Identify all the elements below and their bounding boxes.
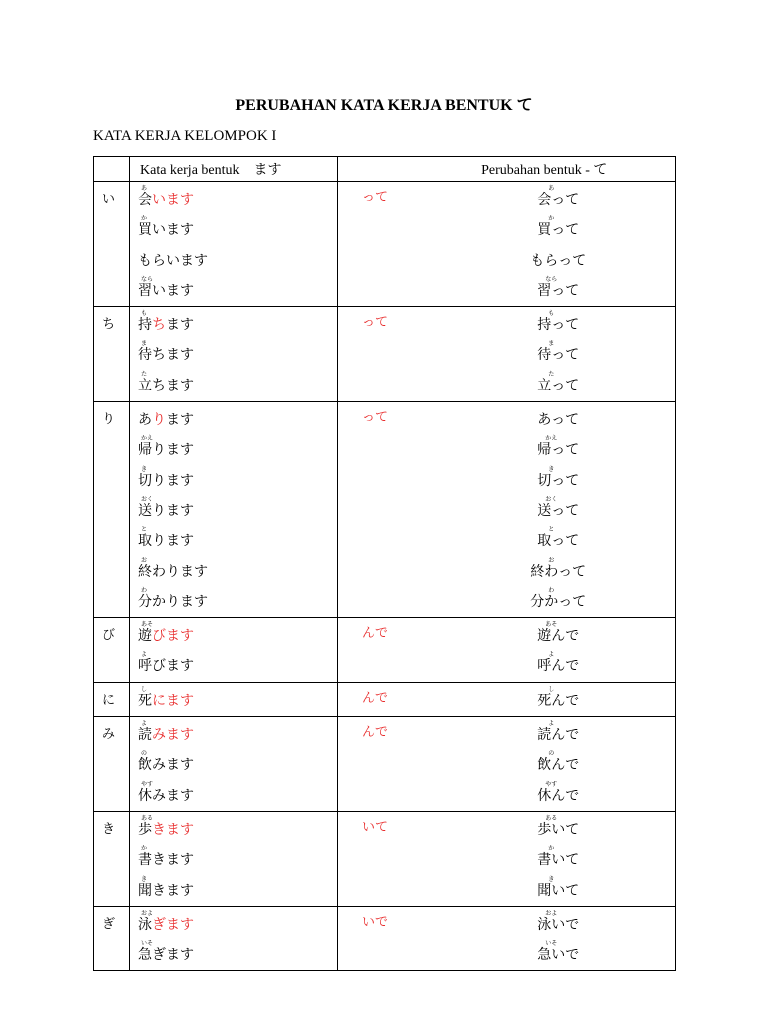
verb-ending: ます — [166, 317, 194, 334]
highlighted-ending: ち — [152, 317, 166, 334]
masu-form — [130, 215, 337, 245]
masu-form — [130, 276, 337, 306]
furigana: わ — [141, 586, 148, 594]
furigana: あ — [141, 185, 148, 192]
te-form-text: 習って — [537, 282, 580, 299]
furigana: き — [141, 465, 148, 473]
furigana: も — [141, 310, 148, 318]
te-form — [414, 910, 676, 940]
ending-kana: び — [94, 618, 130, 683]
furigana — [138, 405, 337, 412]
furigana: いそ — [545, 940, 558, 948]
furigana: し — [141, 685, 148, 693]
te-suffix: って — [338, 182, 414, 307]
masu-forms-cell — [130, 307, 338, 402]
te-form — [414, 621, 676, 651]
verb-ending: きます — [152, 852, 194, 869]
masu-form — [130, 340, 337, 370]
furigana: あそ — [141, 621, 154, 629]
furigana: よ — [141, 651, 148, 659]
header-masu-form: Kata kerja bentuk ます — [130, 157, 338, 182]
te-forms-cell — [414, 307, 676, 402]
te-form-text: 買って — [537, 222, 580, 239]
verb-stem: 泳 — [138, 916, 152, 933]
highlighted-ending: きます — [152, 821, 194, 838]
te-form — [414, 750, 676, 780]
table-row — [94, 402, 676, 618]
masu-form — [130, 185, 337, 215]
te-form — [414, 371, 676, 401]
verb-stem: 終 — [138, 563, 152, 580]
verb-stem: 呼 — [138, 658, 152, 675]
te-form-text: 持って — [537, 317, 580, 334]
verb-ending: ます — [166, 412, 194, 429]
te-forms-cell — [414, 618, 676, 683]
verb-stem: 書 — [138, 852, 152, 869]
te-form-text: 終わって — [530, 563, 587, 580]
masu-form — [130, 310, 337, 340]
highlighted-ending: みます — [152, 727, 194, 744]
furigana: よ — [141, 720, 148, 728]
verb-stem: 死 — [138, 692, 152, 709]
te-form — [414, 720, 676, 750]
verb-ending: ぎます — [152, 947, 194, 964]
te-form-text: 急いで — [537, 947, 580, 964]
masu-form — [130, 720, 337, 750]
te-form — [414, 526, 676, 556]
ending-kana: り — [94, 402, 130, 618]
te-form-text: もらって — [530, 252, 587, 269]
furigana: か — [141, 215, 148, 223]
verb-ending: わります — [152, 563, 208, 580]
te-form-text: 読んで — [537, 727, 580, 744]
masu-form — [130, 557, 337, 587]
te-form — [414, 405, 676, 435]
furigana: と — [141, 526, 148, 534]
furigana: やす — [545, 780, 558, 788]
verb-ending: もらいます — [138, 252, 208, 269]
table-row — [94, 682, 676, 716]
verb-stem: 持 — [138, 317, 152, 334]
te-form — [414, 466, 676, 496]
te-forms-cell — [414, 717, 676, 812]
furigana: き — [141, 875, 148, 883]
verb-stem: 遊 — [138, 628, 152, 645]
masu-form — [130, 651, 337, 681]
ending-kana: ち — [94, 307, 130, 402]
furigana: おく — [141, 495, 154, 503]
masu-forms-cell — [130, 182, 338, 307]
te-form — [414, 587, 676, 617]
verb-ending: かります — [152, 593, 208, 610]
furigana: ある — [141, 814, 154, 822]
masu-form — [130, 371, 337, 401]
furigana: よ — [548, 720, 555, 728]
furigana: かえ — [141, 435, 154, 443]
te-form-text: 死んで — [537, 692, 580, 709]
verb-ending: みます — [152, 787, 194, 804]
furigana: ある — [545, 814, 558, 822]
ending-kana: み — [94, 717, 130, 812]
furigana: お — [141, 556, 148, 564]
highlighted-ending: り — [152, 412, 166, 429]
furigana: き — [548, 875, 555, 883]
te-form-text: 帰って — [537, 442, 580, 459]
te-form — [414, 340, 676, 370]
te-form-text: 休んで — [537, 787, 580, 804]
masu-form — [130, 435, 337, 465]
highlighted-ending: います — [152, 192, 194, 208]
verb-ending: きます — [152, 882, 194, 899]
verb-ending: ります — [152, 502, 194, 519]
masu-form — [130, 876, 337, 906]
te-form — [414, 185, 676, 215]
masu-form — [130, 621, 337, 651]
te-form-text: 会って — [537, 192, 580, 208]
verb-ending: います — [152, 222, 194, 239]
te-form — [414, 845, 676, 875]
masu-form — [130, 750, 337, 780]
te-form-text: 待って — [537, 347, 580, 364]
furigana: の — [548, 750, 555, 758]
te-form-text: 取って — [537, 533, 580, 550]
furigana: た — [548, 370, 555, 378]
masu-forms-cell — [130, 682, 338, 716]
te-form-text: 泳いで — [537, 916, 580, 933]
te-form-text: 聞いて — [537, 882, 580, 899]
furigana: か — [548, 215, 555, 223]
te-form — [414, 651, 676, 681]
furigana: あ — [548, 185, 555, 192]
furigana: およ — [545, 909, 558, 917]
verb-stem: 取 — [138, 533, 152, 550]
furigana: き — [548, 465, 555, 473]
furigana: おく — [545, 495, 558, 503]
header-te-form: Perubahan bentuk - て — [414, 157, 676, 182]
verb-stem: あ — [138, 412, 152, 429]
te-form-text: 歩いて — [537, 821, 580, 838]
furigana: か — [548, 845, 555, 853]
table-row — [94, 618, 676, 683]
masu-form — [130, 466, 337, 496]
furigana: も — [548, 310, 555, 318]
furigana: なら — [141, 275, 154, 283]
header-suffix — [338, 157, 414, 182]
verb-stem: 帰 — [138, 442, 152, 459]
furigana — [440, 405, 664, 412]
ending-kana: に — [94, 682, 130, 716]
verb-stem: 切 — [138, 472, 152, 489]
masu-form — [130, 496, 337, 526]
te-form — [414, 435, 676, 465]
verb-stem: 買 — [138, 222, 152, 239]
te-form-text: 遊んで — [537, 628, 580, 645]
table-body — [94, 182, 676, 971]
table-row — [94, 182, 676, 307]
masu-form — [130, 405, 337, 435]
furigana — [138, 246, 337, 253]
verb-ending: ります — [152, 533, 194, 550]
te-suffix: って — [338, 307, 414, 402]
masu-forms-cell — [130, 402, 338, 618]
te-form — [414, 686, 676, 716]
table-header-row — [94, 157, 676, 182]
te-form-text: あって — [537, 412, 580, 429]
te-form-text: 飲んで — [537, 757, 580, 774]
verb-stem: 習 — [138, 282, 152, 299]
te-suffix: いて — [338, 811, 414, 906]
verb-ending: います — [152, 282, 194, 299]
verb-stem: 読 — [138, 727, 152, 744]
te-form — [414, 496, 676, 526]
furigana: やす — [141, 780, 154, 788]
te-suffix: んで — [338, 717, 414, 812]
furigana: なら — [545, 275, 558, 283]
verb-stem: 会 — [138, 192, 152, 208]
verb-conjugation-table — [93, 156, 676, 971]
te-form — [414, 310, 676, 340]
te-form — [414, 815, 676, 845]
te-form-text: 切って — [537, 472, 580, 489]
te-form — [414, 781, 676, 811]
te-form — [414, 276, 676, 306]
verb-ending: ちます — [152, 377, 194, 394]
highlighted-ending: びます — [152, 628, 194, 645]
verb-stem: 聞 — [138, 882, 152, 899]
masu-form — [130, 940, 337, 970]
ending-kana: い — [94, 182, 130, 307]
masu-form — [130, 587, 337, 617]
section-heading: KATA KERJA KELOMPOK I — [93, 128, 277, 144]
highlighted-ending: にます — [152, 692, 194, 709]
te-form — [414, 876, 676, 906]
furigana: およ — [141, 909, 154, 917]
verb-ending: びます — [152, 658, 194, 675]
masu-form — [130, 526, 337, 556]
te-suffix: って — [338, 402, 414, 618]
masu-form — [130, 845, 337, 875]
verb-ending: ちます — [152, 347, 194, 364]
te-forms-cell — [414, 402, 676, 618]
table-row — [94, 307, 676, 402]
te-suffix: んで — [338, 618, 414, 683]
verb-stem: 送 — [138, 502, 152, 519]
ending-kana: き — [94, 811, 130, 906]
furigana: ま — [548, 340, 555, 348]
furigana: と — [548, 526, 555, 534]
te-suffix: んで — [338, 682, 414, 716]
furigana: かえ — [545, 435, 558, 443]
furigana: か — [141, 845, 148, 853]
table-row — [94, 811, 676, 906]
te-form-text: 呼んで — [537, 658, 580, 675]
te-form-text: 送って — [537, 502, 580, 519]
masu-form — [130, 910, 337, 940]
verb-stem: 飲 — [138, 757, 152, 774]
masu-forms-cell — [130, 618, 338, 683]
table-row — [94, 906, 676, 971]
te-form-text: 書いて — [537, 852, 580, 869]
verb-ending: ります — [152, 442, 194, 459]
page-title: PERUBAHAN KATA KERJA BENTUK て — [235, 97, 533, 114]
furigana: いそ — [141, 940, 154, 948]
furigana: わ — [548, 586, 555, 594]
masu-forms-cell — [130, 717, 338, 812]
verb-stem: 急 — [138, 947, 152, 964]
furigana: し — [548, 685, 555, 693]
table-row — [94, 717, 676, 812]
furigana: あそ — [545, 621, 558, 629]
te-forms-cell — [414, 182, 676, 307]
furigana: お — [548, 556, 555, 564]
verb-ending: ります — [152, 472, 194, 489]
masu-form — [130, 686, 337, 716]
te-form-text: 立って — [537, 377, 580, 394]
te-form — [414, 246, 676, 276]
masu-form — [130, 815, 337, 845]
header-kana — [94, 157, 130, 182]
verb-stem: 歩 — [138, 821, 152, 838]
te-form-text: 分かって — [530, 593, 587, 610]
verb-stem: 立 — [138, 377, 152, 394]
furigana: ま — [141, 340, 148, 348]
ending-kana: ぎ — [94, 906, 130, 971]
furigana: の — [141, 750, 148, 758]
te-form — [414, 557, 676, 587]
furigana: よ — [548, 651, 555, 659]
te-form — [414, 940, 676, 970]
verb-stem: 分 — [138, 593, 152, 610]
verb-stem: 待 — [138, 347, 152, 364]
te-suffix: いで — [338, 906, 414, 971]
furigana — [440, 246, 664, 253]
masu-forms-cell — [130, 811, 338, 906]
furigana: た — [141, 370, 148, 378]
te-forms-cell — [414, 811, 676, 906]
verb-stem: 休 — [138, 787, 152, 804]
masu-forms-cell — [130, 906, 338, 971]
masu-form — [130, 246, 337, 276]
verb-ending: みます — [152, 757, 194, 774]
highlighted-ending: ぎます — [152, 916, 194, 933]
masu-form — [130, 781, 337, 811]
te-form — [414, 215, 676, 245]
te-forms-cell — [414, 906, 676, 971]
te-forms-cell — [414, 682, 676, 716]
